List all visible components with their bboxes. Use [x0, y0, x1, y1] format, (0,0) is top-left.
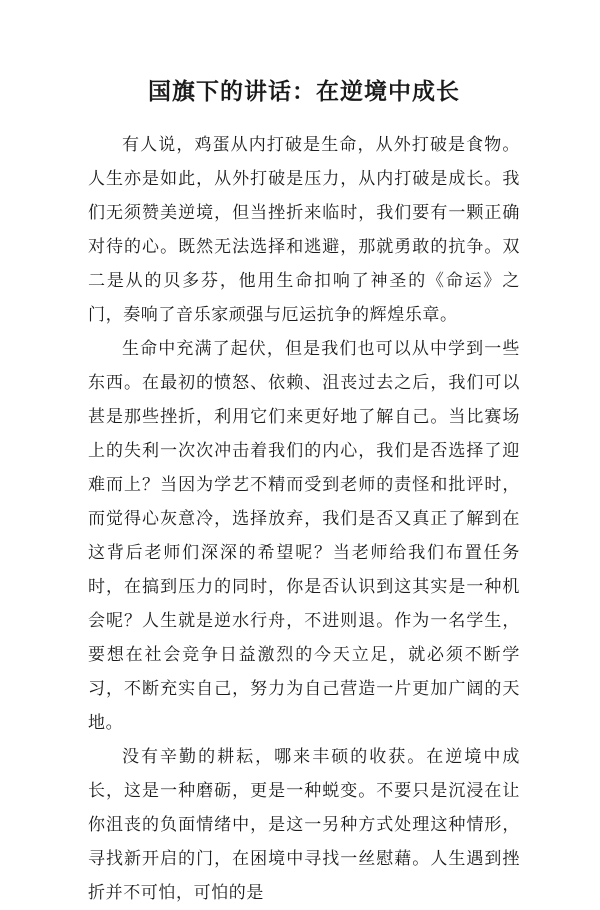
document-page: [88, 62, 520, 910]
paragraph-1: 有人说，鸡蛋从内打破是生命，从外打破是食物。人生亦是如此，从外打破是压力，从内打破是成长。我们无须赞美逆境，但当挫折来临时，我们要有一颗正确对待的心。既然无法选择和逃避，那就勇敢的抗争。双二是从的贝多芬，他用生命扣响了神圣的《命运》之门，奏响了音乐家顽强与厄运抗争的辉煌乐章。: [88, 135, 520, 325]
paragraph-3: 没有辛勤的耕耘，哪来丰硕的收获。在逆境中成长，这是一种磨砺，更是一种蜕变。不要只是沉浸在让你沮丧的负面情绪中，是这一另种方式处理这种情形，寻找新开启的门，在困境中寻找一丝慰藉。人生遇到挫折并不可怕，可怕的是: [88, 747, 520, 903]
document-title: 国旗下的讲话：在逆境中成长: [148, 78, 460, 105]
paragraph-2: 生命中充满了起伏，但是我们也可以从中学到一些东西。在最初的愤怒、依赖、沮丧过去之后，我们可以甚是那些挫折，利用它们来更好地了解自己。当比赛场上的失利一次次冲击着我们的内心，我们是否选择了迎难而上？当因为学艺不精而受到老师的责怪和批评时，而觉得心灰意冷，选择放弃，我们是否又真正了解到在这背后老师们深深的希望呢？当老师给我们布置任务时，在搞到压力的同时，你是否认识到这其实是一种机会呢？人生就是逆水行舟，不进则退。作为一名学生，要想在社会竞争日益激烈的今天立足，就必须不断学习，不断充实自己，努力为自己营造一片更加广阔的天地。: [88, 339, 520, 733]
